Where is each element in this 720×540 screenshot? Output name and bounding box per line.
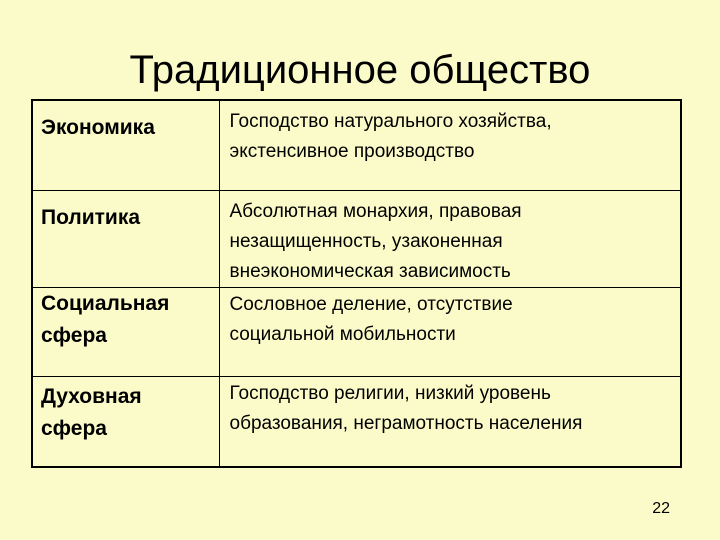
description-politics: Абсолютная монархия, правовая незащищенность, узаконенная внеэкономическая зависимость — [229, 201, 522, 282]
page-number: 22 — [652, 500, 670, 517]
slide-title: Традиционное общество — [129, 48, 591, 92]
sphere-cell — [32, 377, 219, 468]
description-economy: Господство натурального хозяйства, экстенсивное производство — [229, 111, 552, 162]
sphere-cell — [32, 100, 219, 191]
sphere-label-economy: Экономика — [41, 116, 155, 139]
table-row-spiritual — [32, 377, 681, 468]
society-characteristics-table — [31, 99, 682, 468]
description-spiritual: Господство религии, низкий уровень образования, неграмотность населения — [229, 383, 583, 434]
sphere-cell — [32, 191, 219, 288]
description-cell — [219, 377, 681, 468]
description-cell — [219, 100, 681, 191]
description-cell — [219, 191, 681, 288]
table-row-economy — [32, 100, 681, 191]
table-row-politics — [32, 191, 681, 288]
sphere-label-spiritual: Духовная сфера — [41, 385, 142, 440]
sphere-label-social: Социальная сфера — [41, 292, 170, 347]
description-cell — [219, 288, 681, 377]
description-social: Сословное деление, отсутствие социальной мобильности — [229, 294, 513, 345]
table-row-social — [32, 288, 681, 377]
sphere-cell — [32, 288, 219, 377]
sphere-label-politics: Политика — [41, 206, 141, 229]
